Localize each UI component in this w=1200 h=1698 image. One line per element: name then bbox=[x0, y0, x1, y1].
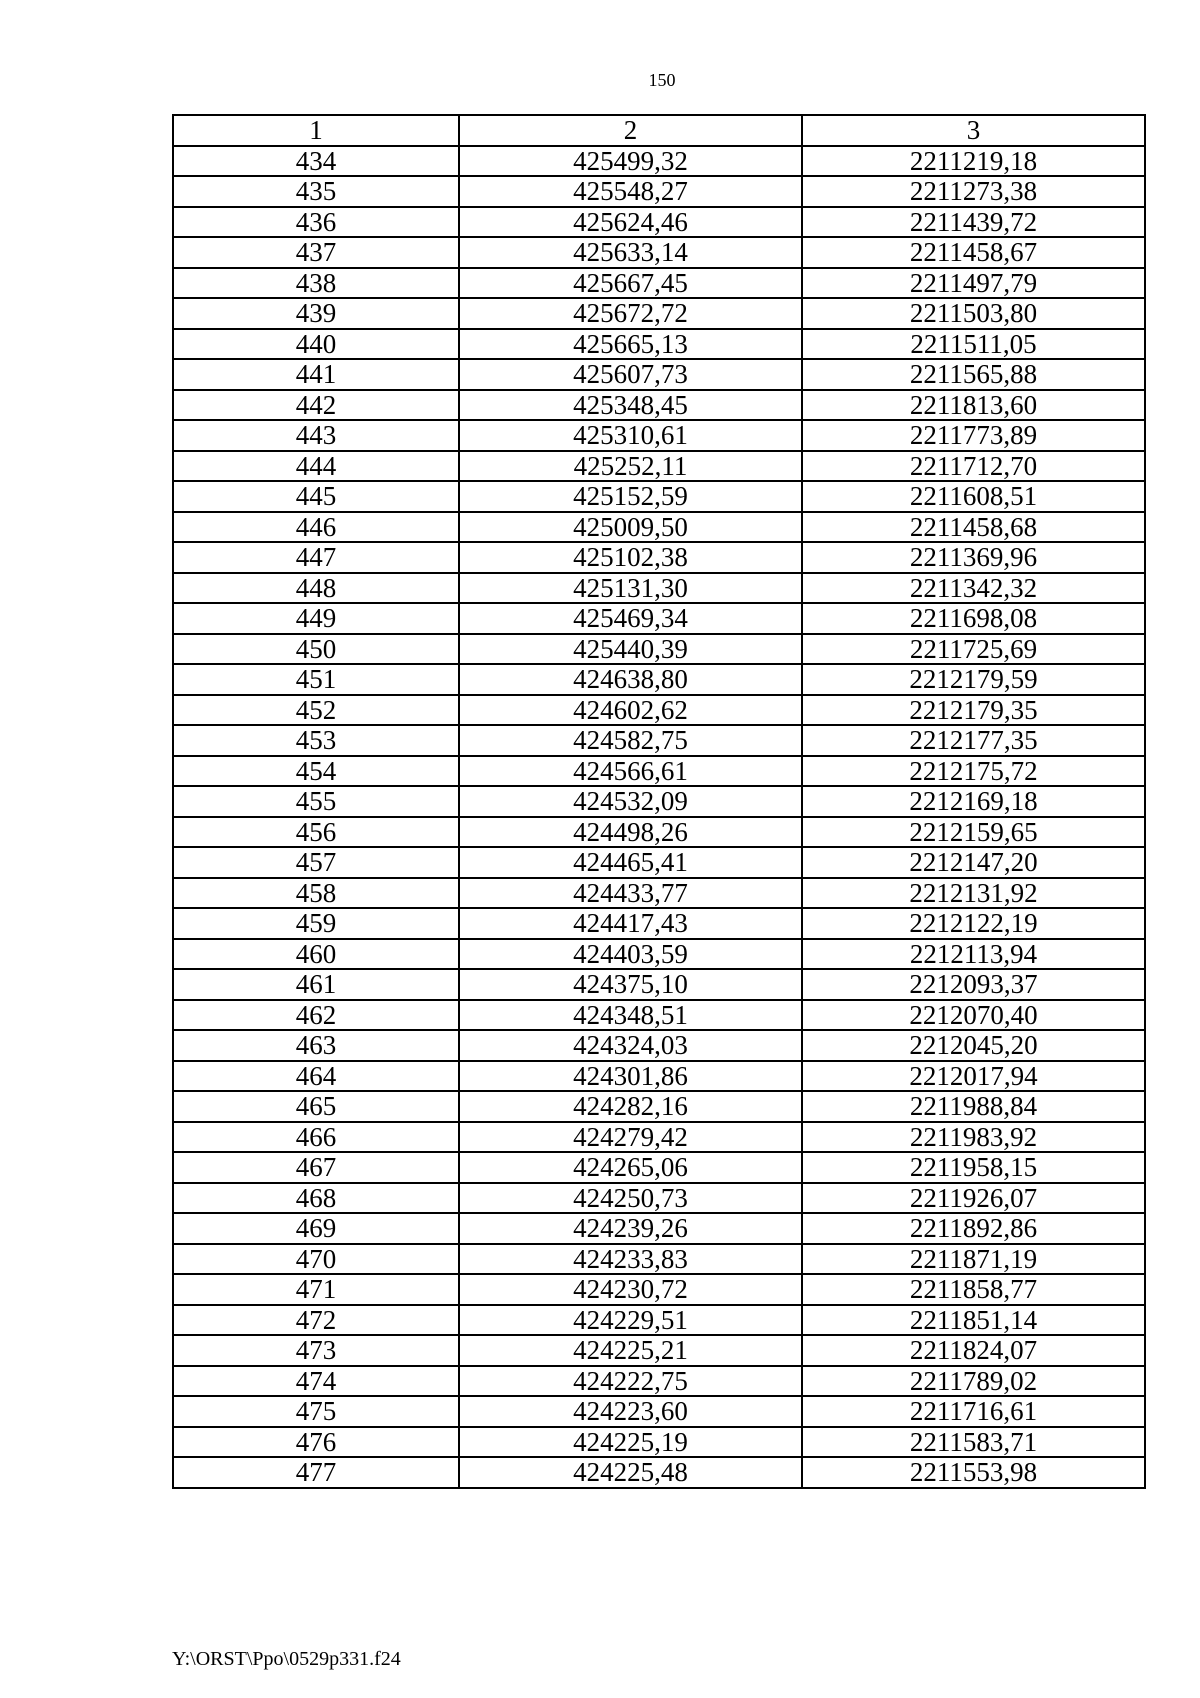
table-row bbox=[173, 908, 1145, 939]
x-coordinate-cell: 425102,38 bbox=[459, 542, 802, 573]
y-coordinate-cell: 2212179,59 bbox=[802, 664, 1145, 695]
point-number-cell: 463 bbox=[173, 1030, 459, 1061]
y-coordinate-cell: 2211813,60 bbox=[802, 390, 1145, 421]
page-number-text: 150 bbox=[648, 70, 676, 90]
point-number-cell: 474 bbox=[173, 1366, 459, 1397]
y-coordinate-cell: 2211698,08 bbox=[802, 603, 1145, 634]
x-coordinate-cell: 424566,61 bbox=[459, 756, 802, 787]
point-number-cell: 444 bbox=[173, 451, 459, 482]
point-number-cell: 443 bbox=[173, 420, 459, 451]
x-coordinate-cell: 424532,09 bbox=[459, 786, 802, 817]
x-coordinate-cell: 425310,61 bbox=[459, 420, 802, 451]
table-header-row bbox=[173, 115, 1145, 146]
table-row bbox=[173, 847, 1145, 878]
point-number-cell: 446 bbox=[173, 512, 459, 543]
x-coordinate-cell: 424324,03 bbox=[459, 1030, 802, 1061]
y-coordinate-cell: 2211458,68 bbox=[802, 512, 1145, 543]
table-row bbox=[173, 786, 1145, 817]
y-coordinate-cell: 2212169,18 bbox=[802, 786, 1145, 817]
point-number-cell: 453 bbox=[173, 725, 459, 756]
x-coordinate-cell: 425548,27 bbox=[459, 176, 802, 207]
y-coordinate-cell: 2211725,69 bbox=[802, 634, 1145, 665]
point-number-cell: 445 bbox=[173, 481, 459, 512]
table-row bbox=[173, 573, 1145, 604]
y-coordinate-cell: 2212093,37 bbox=[802, 969, 1145, 1000]
x-coordinate-cell: 424222,75 bbox=[459, 1366, 802, 1397]
table-row bbox=[173, 146, 1145, 177]
y-coordinate-cell: 2212147,20 bbox=[802, 847, 1145, 878]
x-coordinate-cell: 424602,62 bbox=[459, 695, 802, 726]
table-row bbox=[173, 939, 1145, 970]
point-number-cell: 470 bbox=[173, 1244, 459, 1275]
table-row bbox=[173, 878, 1145, 909]
x-coordinate-cell: 425152,59 bbox=[459, 481, 802, 512]
x-coordinate-cell: 425672,72 bbox=[459, 298, 802, 329]
table-row bbox=[173, 1457, 1145, 1488]
table-header bbox=[173, 115, 1145, 146]
table-row bbox=[173, 1305, 1145, 1336]
point-number-cell: 460 bbox=[173, 939, 459, 970]
point-number-cell: 438 bbox=[173, 268, 459, 299]
point-number-cell: 469 bbox=[173, 1213, 459, 1244]
table-row bbox=[173, 1152, 1145, 1183]
table-row bbox=[173, 664, 1145, 695]
y-coordinate-cell: 2211871,19 bbox=[802, 1244, 1145, 1275]
point-number-cell: 452 bbox=[173, 695, 459, 726]
point-number-cell: 471 bbox=[173, 1274, 459, 1305]
y-coordinate-cell: 2211926,07 bbox=[802, 1183, 1145, 1214]
point-number-cell: 436 bbox=[173, 207, 459, 238]
y-coordinate-cell: 2212122,19 bbox=[802, 908, 1145, 939]
y-coordinate-cell: 2211565,88 bbox=[802, 359, 1145, 390]
y-coordinate-cell: 2211789,02 bbox=[802, 1366, 1145, 1397]
column-header-1: 1 bbox=[173, 115, 459, 146]
point-number-cell: 449 bbox=[173, 603, 459, 634]
y-coordinate-cell: 2211892,86 bbox=[802, 1213, 1145, 1244]
y-coordinate-cell: 2211858,77 bbox=[802, 1274, 1145, 1305]
table-row bbox=[173, 1030, 1145, 1061]
table-row bbox=[173, 1244, 1145, 1275]
point-number-cell: 439 bbox=[173, 298, 459, 329]
point-number-cell: 465 bbox=[173, 1091, 459, 1122]
table-row bbox=[173, 481, 1145, 512]
point-number-cell: 457 bbox=[173, 847, 459, 878]
table-row bbox=[173, 329, 1145, 360]
x-coordinate-cell: 425624,46 bbox=[459, 207, 802, 238]
table-row bbox=[173, 237, 1145, 268]
x-coordinate-cell: 424433,77 bbox=[459, 878, 802, 909]
table-row bbox=[173, 298, 1145, 329]
point-number-cell: 472 bbox=[173, 1305, 459, 1336]
y-coordinate-cell: 2212179,35 bbox=[802, 695, 1145, 726]
y-coordinate-cell: 2212113,94 bbox=[802, 939, 1145, 970]
point-number-cell: 437 bbox=[173, 237, 459, 268]
x-coordinate-cell: 424265,06 bbox=[459, 1152, 802, 1183]
y-coordinate-cell: 2212017,94 bbox=[802, 1061, 1145, 1092]
x-coordinate-cell: 424230,72 bbox=[459, 1274, 802, 1305]
x-coordinate-cell: 424225,48 bbox=[459, 1457, 802, 1488]
x-coordinate-cell: 424223,60 bbox=[459, 1396, 802, 1427]
x-coordinate-cell: 424582,75 bbox=[459, 725, 802, 756]
table-row bbox=[173, 1183, 1145, 1214]
y-coordinate-cell: 2212159,65 bbox=[802, 817, 1145, 848]
y-coordinate-cell: 2211219,18 bbox=[802, 146, 1145, 177]
table-body bbox=[173, 146, 1145, 1488]
point-number-cell: 440 bbox=[173, 329, 459, 360]
x-coordinate-cell: 424282,16 bbox=[459, 1091, 802, 1122]
x-coordinate-cell: 424638,80 bbox=[459, 664, 802, 695]
table-row bbox=[173, 1213, 1145, 1244]
y-coordinate-cell: 2211716,61 bbox=[802, 1396, 1145, 1427]
x-coordinate-cell: 424348,51 bbox=[459, 1000, 802, 1031]
x-coordinate-cell: 425009,50 bbox=[459, 512, 802, 543]
table-row bbox=[173, 969, 1145, 1000]
table-row bbox=[173, 207, 1145, 238]
y-coordinate-cell: 2211439,72 bbox=[802, 207, 1145, 238]
table-row bbox=[173, 542, 1145, 573]
point-number-cell: 476 bbox=[173, 1427, 459, 1458]
x-coordinate-cell: 425607,73 bbox=[459, 359, 802, 390]
x-coordinate-cell: 425665,13 bbox=[459, 329, 802, 360]
point-number-cell: 461 bbox=[173, 969, 459, 1000]
table-row bbox=[173, 756, 1145, 787]
y-coordinate-cell: 2211511,05 bbox=[802, 329, 1145, 360]
table-row bbox=[173, 603, 1145, 634]
x-coordinate-cell: 424403,59 bbox=[459, 939, 802, 970]
x-coordinate-cell: 424229,51 bbox=[459, 1305, 802, 1336]
point-number-cell: 450 bbox=[173, 634, 459, 665]
column-header-2: 2 bbox=[459, 115, 802, 146]
x-coordinate-cell: 425667,45 bbox=[459, 268, 802, 299]
table-row bbox=[173, 390, 1145, 421]
table-row bbox=[173, 359, 1145, 390]
table-row bbox=[173, 1274, 1145, 1305]
table-row bbox=[173, 1335, 1145, 1366]
x-coordinate-cell: 425348,45 bbox=[459, 390, 802, 421]
y-coordinate-cell: 2212131,92 bbox=[802, 878, 1145, 909]
y-coordinate-cell: 2212177,35 bbox=[802, 725, 1145, 756]
point-number-cell: 455 bbox=[173, 786, 459, 817]
x-coordinate-cell: 424375,10 bbox=[459, 969, 802, 1000]
page-number bbox=[0, 70, 1200, 90]
table-row bbox=[173, 512, 1145, 543]
x-coordinate-cell: 424225,21 bbox=[459, 1335, 802, 1366]
x-coordinate-cell: 425633,14 bbox=[459, 237, 802, 268]
table-row bbox=[173, 420, 1145, 451]
coordinates-table bbox=[172, 114, 1146, 1489]
table-row bbox=[173, 634, 1145, 665]
y-coordinate-cell: 2211458,67 bbox=[802, 237, 1145, 268]
y-coordinate-cell: 2211503,80 bbox=[802, 298, 1145, 329]
table-row bbox=[173, 1061, 1145, 1092]
column-header-3: 3 bbox=[802, 115, 1145, 146]
table-row bbox=[173, 1366, 1145, 1397]
x-coordinate-cell: 425440,39 bbox=[459, 634, 802, 665]
x-coordinate-cell: 424233,83 bbox=[459, 1244, 802, 1275]
y-coordinate-cell: 2211608,51 bbox=[802, 481, 1145, 512]
y-coordinate-cell: 2211342,32 bbox=[802, 573, 1145, 604]
point-number-cell: 441 bbox=[173, 359, 459, 390]
point-number-cell: 434 bbox=[173, 146, 459, 177]
point-number-cell: 447 bbox=[173, 542, 459, 573]
y-coordinate-cell: 2211553,98 bbox=[802, 1457, 1145, 1488]
x-coordinate-cell: 425499,32 bbox=[459, 146, 802, 177]
x-coordinate-cell: 425131,30 bbox=[459, 573, 802, 604]
footer-file-path: Y:\ORST\Ppo\0529p331.f24 bbox=[172, 1648, 401, 1670]
y-coordinate-cell: 2211824,07 bbox=[802, 1335, 1145, 1366]
point-number-cell: 442 bbox=[173, 390, 459, 421]
point-number-cell: 468 bbox=[173, 1183, 459, 1214]
table-row bbox=[173, 268, 1145, 299]
table-row bbox=[173, 1000, 1145, 1031]
point-number-cell: 466 bbox=[173, 1122, 459, 1153]
x-coordinate-cell: 425469,34 bbox=[459, 603, 802, 634]
point-number-cell: 448 bbox=[173, 573, 459, 604]
y-coordinate-cell: 2212070,40 bbox=[802, 1000, 1145, 1031]
y-coordinate-cell: 2212175,72 bbox=[802, 756, 1145, 787]
table-row bbox=[173, 1091, 1145, 1122]
y-coordinate-cell: 2212045,20 bbox=[802, 1030, 1145, 1061]
point-number-cell: 459 bbox=[173, 908, 459, 939]
point-number-cell: 477 bbox=[173, 1457, 459, 1488]
table-row bbox=[173, 1427, 1145, 1458]
x-coordinate-cell: 424465,41 bbox=[459, 847, 802, 878]
x-coordinate-cell: 424250,73 bbox=[459, 1183, 802, 1214]
table-row bbox=[173, 451, 1145, 482]
y-coordinate-cell: 2211369,96 bbox=[802, 542, 1145, 573]
x-coordinate-cell: 424239,26 bbox=[459, 1213, 802, 1244]
x-coordinate-cell: 424498,26 bbox=[459, 817, 802, 848]
point-number-cell: 462 bbox=[173, 1000, 459, 1031]
point-number-cell: 454 bbox=[173, 756, 459, 787]
point-number-cell: 464 bbox=[173, 1061, 459, 1092]
table-row bbox=[173, 817, 1145, 848]
table-row bbox=[173, 725, 1145, 756]
x-coordinate-cell: 424279,42 bbox=[459, 1122, 802, 1153]
point-number-cell: 475 bbox=[173, 1396, 459, 1427]
y-coordinate-cell: 2211958,15 bbox=[802, 1152, 1145, 1183]
point-number-cell: 458 bbox=[173, 878, 459, 909]
table-row bbox=[173, 1396, 1145, 1427]
x-coordinate-cell: 424301,86 bbox=[459, 1061, 802, 1092]
x-coordinate-cell: 424417,43 bbox=[459, 908, 802, 939]
x-coordinate-cell: 424225,19 bbox=[459, 1427, 802, 1458]
y-coordinate-cell: 2211583,71 bbox=[802, 1427, 1145, 1458]
point-number-cell: 435 bbox=[173, 176, 459, 207]
y-coordinate-cell: 2211983,92 bbox=[802, 1122, 1145, 1153]
y-coordinate-cell: 2211988,84 bbox=[802, 1091, 1145, 1122]
point-number-cell: 473 bbox=[173, 1335, 459, 1366]
x-coordinate-cell: 425252,11 bbox=[459, 451, 802, 482]
table-row bbox=[173, 1122, 1145, 1153]
y-coordinate-cell: 2211712,70 bbox=[802, 451, 1145, 482]
table-row bbox=[173, 695, 1145, 726]
y-coordinate-cell: 2211497,79 bbox=[802, 268, 1145, 299]
point-number-cell: 451 bbox=[173, 664, 459, 695]
point-number-cell: 467 bbox=[173, 1152, 459, 1183]
y-coordinate-cell: 2211773,89 bbox=[802, 420, 1145, 451]
y-coordinate-cell: 2211851,14 bbox=[802, 1305, 1145, 1336]
point-number-cell: 456 bbox=[173, 817, 459, 848]
y-coordinate-cell: 2211273,38 bbox=[802, 176, 1145, 207]
table-row bbox=[173, 176, 1145, 207]
